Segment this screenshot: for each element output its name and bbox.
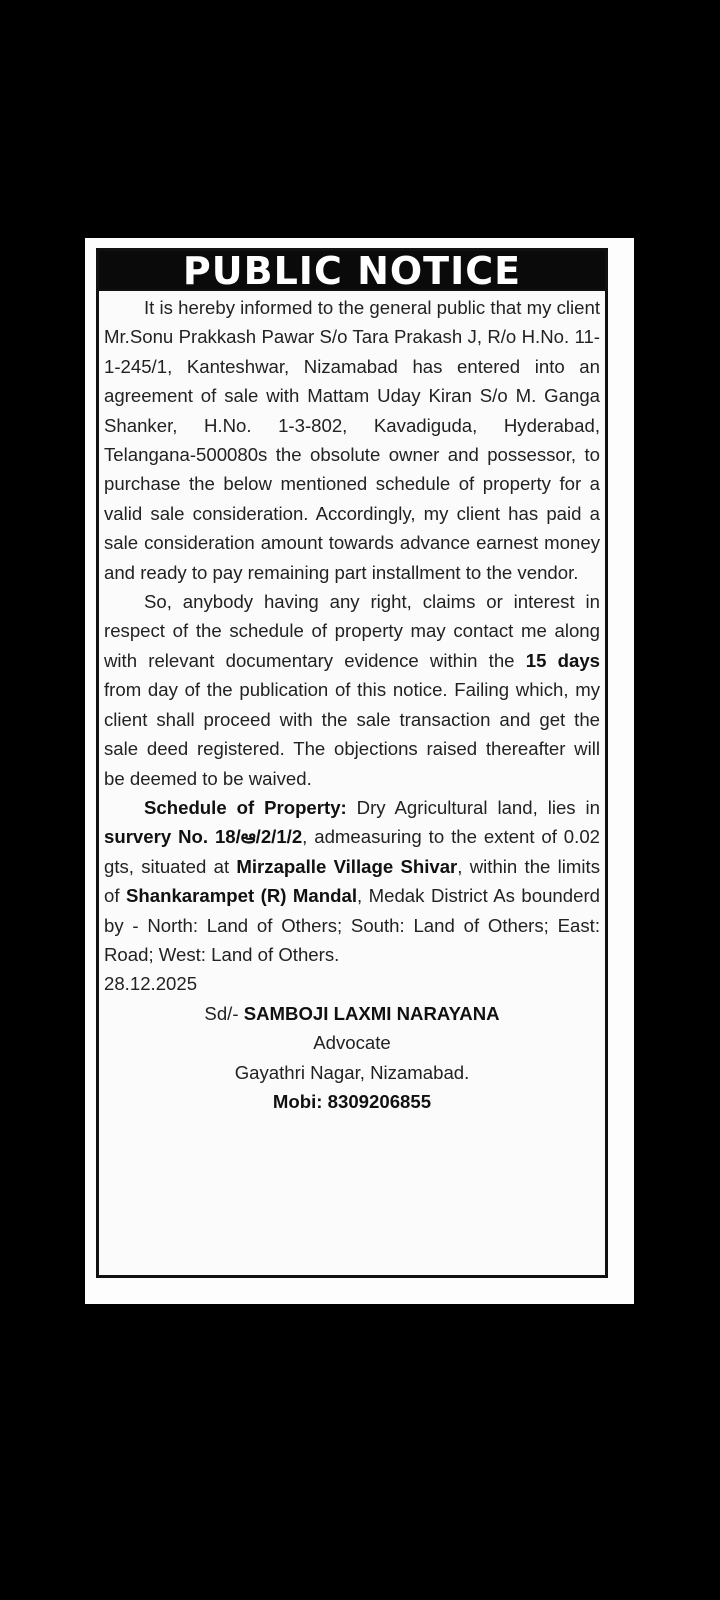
mandal-name: Shankarampet (R) Mandal [126,885,357,907]
paragraph-agreement [104,293,600,587]
notice-title: PUBLIC NOTICE [99,251,605,291]
notice-body [99,291,605,1116]
notice-frame [96,248,608,1278]
schedule-text-b: , admeasuring to the extent of 0.02 gts, situated at [104,826,600,877]
survey-number: survery No. 18/ఆ/2/1/2 [104,826,303,848]
notice-card [85,238,634,1304]
paragraph-objections [104,587,600,793]
schedule-text-a: Dry Agricultural land, lies in [346,796,601,818]
schedule-text-d: , Medak District As bounderd by - North: Land of Others; South: Land of Others; East: Road; West: Land of Others. [104,885,600,965]
signature-line [104,999,600,1028]
objection-period: 15 days [525,649,600,671]
advocate-name: SAMBOJI LAXMI NARAYANA [243,1002,500,1024]
advocate-address: Gayathri Nagar, Nizamabad. [234,1061,470,1083]
paragraph-objections-text-b: from day of the publication of this notice. Failing which, my client shall proceed with the sale transaction and get the sale deed registered. The objections raised thereafter will be deemed to be waived. [104,679,600,789]
advocate-mobile [104,1087,600,1116]
schedule-label: Schedule of Property: [144,796,347,818]
village-name: Mirzapalle Village Shivar [236,855,458,877]
paragraph-schedule [104,793,600,969]
notice-date: 28.12.2025 [104,973,198,995]
schedule-text-c: , within the limits of [104,855,600,907]
advocate-role: Advocate [313,1032,391,1054]
mobile-number: Mobi: 8309206855 [272,1090,432,1112]
signature-prefix: Sd/- [204,1002,244,1024]
paragraph-agreement-text: It is hereby informed to the general public that my client Mr.Sonu Prakkash Pawar S/o Tara Prakash J, R/o H.No. 11-1-245/1, Kanteshwar, Nizamabad has entered into an agreement of sale with Mattam Uday Kiran S/o M. Ganga Shanker, H.No. 1-3-802, Kavadiguda, Hyderabad, Telangana-500080s the obsolute owner and possessor, to purchase the below mentioned schedule of property for a valid sale consideration. Accordingly, my client has paid a sale consideration amount towards advance earnest money and ready to pay remaining part installment to the vendor. [104,297,600,583]
paragraph-objections-text-a: So, anybody having any right, claims or interest in respect of the schedule of property may contact me along with relevant documentary evidence within the [104,591,600,671]
